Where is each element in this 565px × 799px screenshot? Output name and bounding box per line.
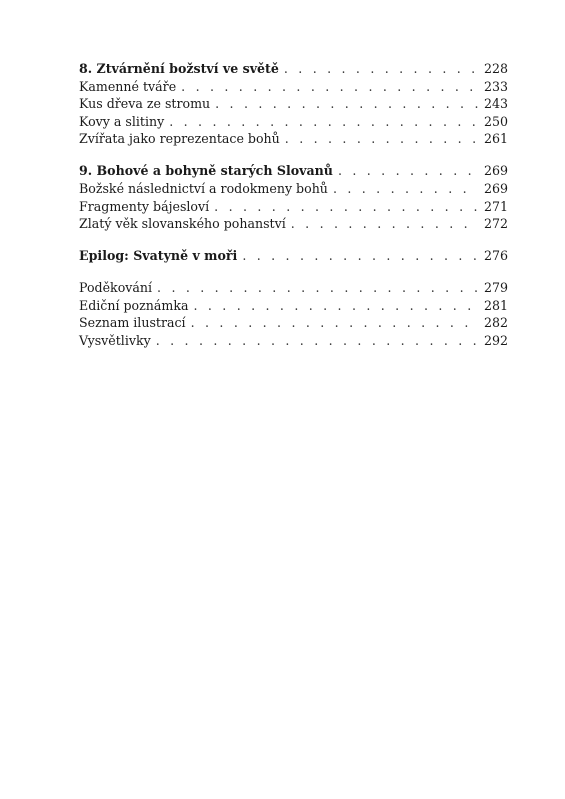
toc-entry[interactable] [79,95,508,113]
toc-entry[interactable] [79,279,508,297]
toc-entry-page: 269 [483,180,508,196]
table-of-contents [79,60,508,364]
toc-entry-page: 233 [483,78,508,94]
toc-entry-page: 250 [483,113,508,129]
dot-leader [338,162,478,180]
toc-entry-title: Ediční poznámka [79,297,189,313]
toc-entry-title: Zlatý věk slovanského pohanství [79,216,286,232]
toc-entry[interactable] [79,60,508,78]
toc-entry-title: Fragmenty bájesloví [79,198,210,214]
dot-leader [181,78,478,96]
toc-entry-title: 8. Ztvárnění božství ve světě [79,61,279,76]
toc-entry-page: 261 [483,131,508,147]
toc-entry-page: 282 [483,315,508,331]
toc-entry-title: Epilog: Svatyně v moři [79,248,238,264]
toc-entry[interactable] [79,332,508,350]
toc-entry[interactable] [79,162,508,180]
toc-entry[interactable] [79,215,508,233]
toc-entry-title: Kovy a slitiny [79,113,165,129]
toc-entry-title: 9. Bohové a bohyně starých Slovanů [79,163,333,179]
dot-leader [333,180,478,198]
dot-leader [285,130,478,148]
toc-entry-page: 269 [483,163,508,179]
toc-entry-page: 228 [483,61,508,76]
dot-leader [157,279,478,297]
toc-entry-page: 281 [483,297,508,313]
dot-leader [291,215,478,233]
toc-section-chapter-9 [79,162,508,232]
dot-leader [169,113,478,131]
dot-leader [242,247,478,265]
toc-entry[interactable] [79,130,508,148]
dot-leader [284,60,478,78]
toc-entry-title: Poděkování [79,280,153,296]
toc-entry-page: 272 [483,216,508,232]
toc-entry-page: 276 [483,248,508,264]
toc-section-epilog [79,247,508,265]
toc-entry-page: 292 [483,332,508,348]
toc-entry[interactable] [79,198,508,216]
dot-leader [193,297,477,315]
toc-entry-title: Božské následnictví a rodokmeny bohů [79,180,328,196]
toc-entry-title: Seznam ilustrací [79,315,186,331]
dot-leader [191,314,478,332]
toc-entry-title: Vysvětlivky [79,332,151,348]
dot-leader [215,95,478,113]
dot-leader [214,198,478,216]
toc-entry-title: Kamenné tváře [79,78,177,94]
toc-entry[interactable] [79,78,508,96]
toc-entry-page: 243 [483,96,508,112]
toc-entry-page: 271 [483,198,508,214]
toc-entry[interactable] [79,180,508,198]
toc-entry-title: Kus dřeva ze stromu [79,96,211,112]
toc-entry-title: Zvířata jako reprezentace bohů [79,131,280,147]
toc-entry[interactable] [79,297,508,315]
dot-leader [156,332,478,350]
toc-entry-page: 279 [483,280,508,296]
toc-entry[interactable] [79,113,508,131]
toc-section-back-matter [79,279,508,349]
toc-section-chapter-8 [79,60,508,148]
toc-entry[interactable] [79,247,508,265]
toc-entry[interactable] [79,314,508,332]
